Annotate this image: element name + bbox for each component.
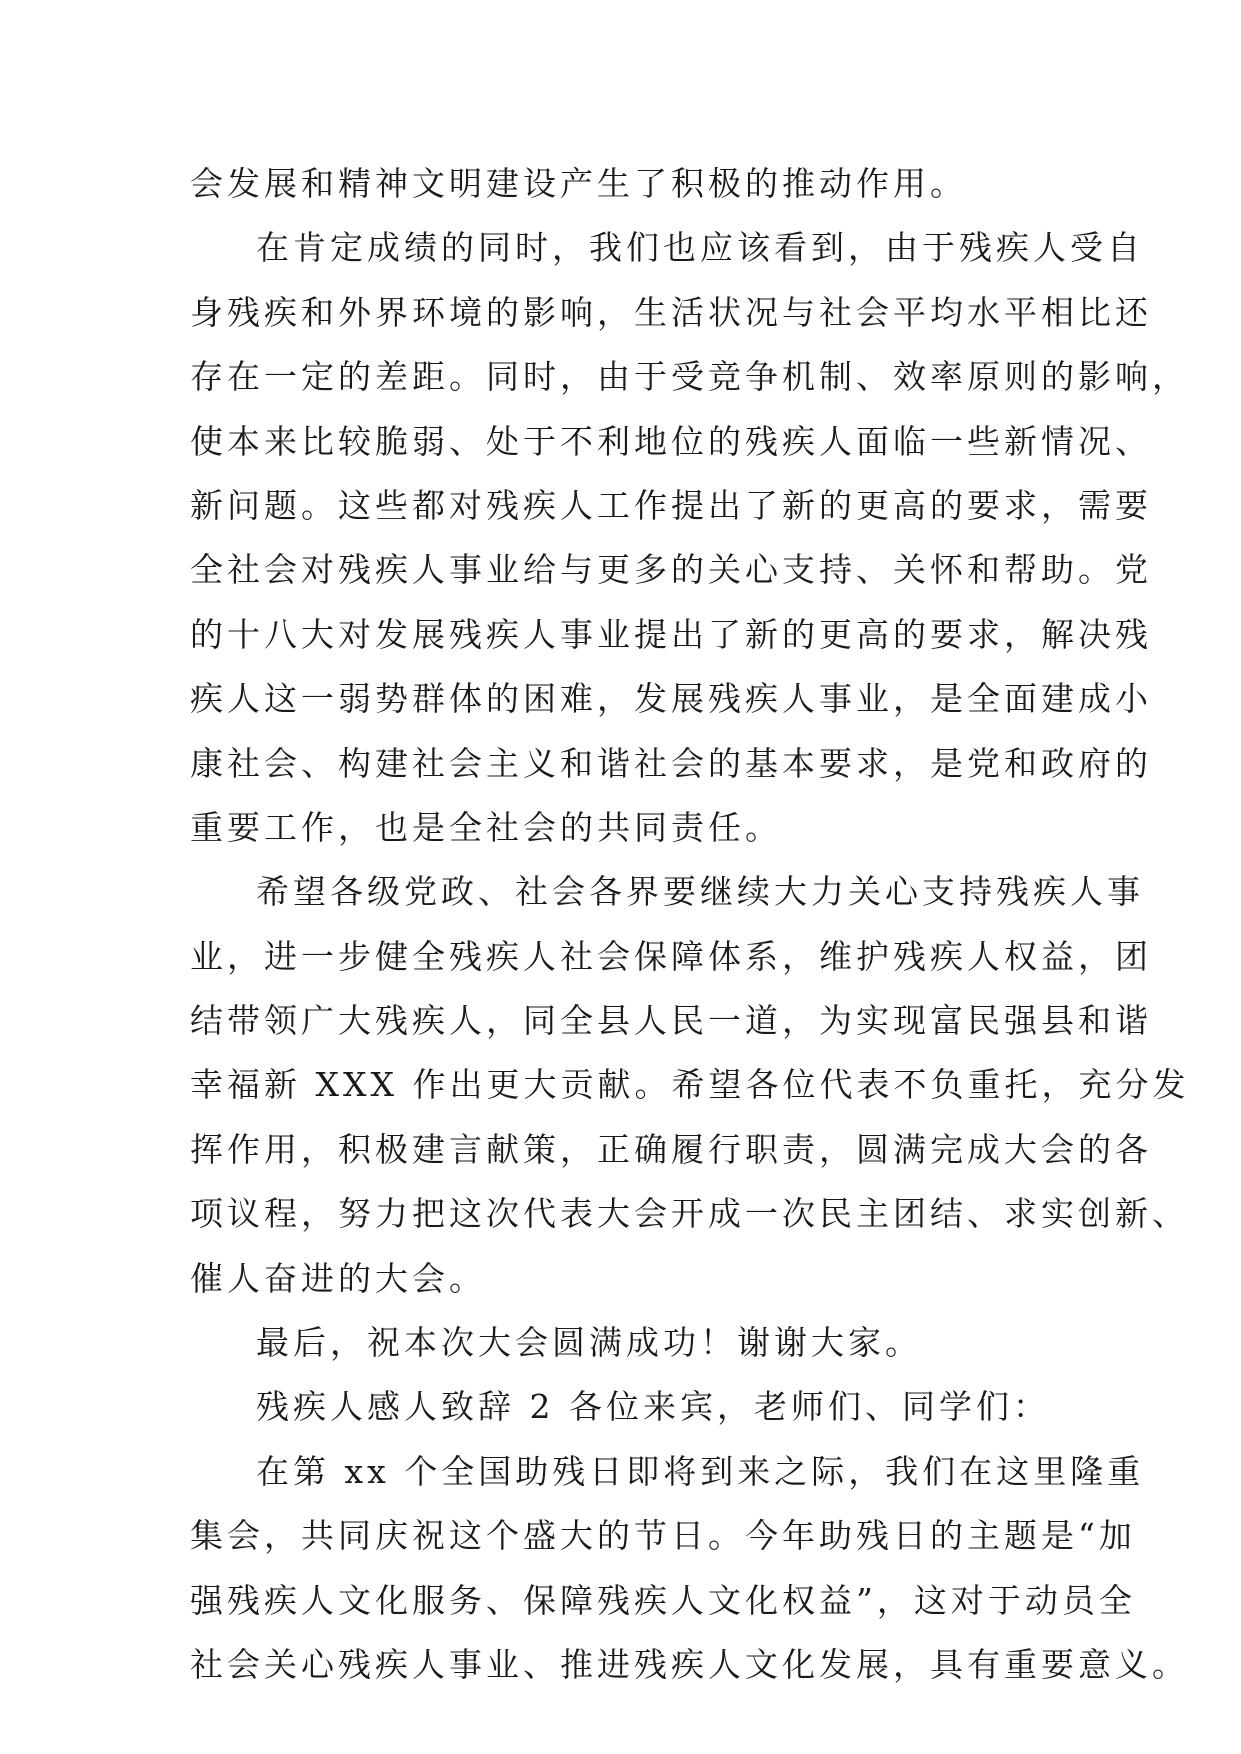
text-line: 强残疾人文化服务、保障残疾人文化权益”，这对于动员全 [190,1580,1136,1620]
text-line: 全社会对残疾人事业给与更多的关心支持、关怀和帮助。党 [190,550,1152,590]
text-line: 挥作用，积极建言献策，正确履行职责，圆满完成大会的各 [190,1129,1152,1169]
text-line: 存在一定的差距。同时，由于受竞争机制、效率原则的影响， [190,357,1189,397]
text-line: 会发展和精神文明建设产生了积极的推动作用。 [190,164,967,203]
text-line: 使本来比较脆弱、处于不利地位的残疾人面临一些新情况、 [190,421,1152,461]
text-line: 催人奋进的大会。 [190,1258,486,1298]
text-line: 重要工作，也是全社会的共同责任。 [190,807,782,847]
text-line: 业，进一步健全残疾人社会保障体系，维护残疾人权益，团 [190,936,1152,976]
paragraph-start-line: 残疾人感人致辞 2 各位来宾，老师们、同学们： [256,1387,1050,1427]
text-line: 结带领广大残疾人，同全县人民一道，为实现富民强县和谐 [190,1001,1152,1041]
text-line: 社会关心残疾人事业、推进残疾人文化发展，具有重要意义。 [190,1644,1189,1684]
paragraph-start-line: 在第 xx 个全国助残日即将到来之际，我们在这里隆重 [256,1451,1145,1491]
paragraph-start-line: 希望各级党政、社会各界要继续大力关心支持残疾人事 [256,872,1144,912]
text-line: 康社会、构建社会主义和谐社会的基本要求，是党和政府的 [190,743,1152,783]
paragraph-start-line: 最后，祝本次大会圆满成功！谢谢大家。 [256,1323,922,1363]
text-line: 的十八大对发展残疾人事业提出了新的更高的要求，解决残 [190,614,1152,654]
paragraph-start-line: 在肯定成绩的同时，我们也应该看到，由于残疾人受自 [256,228,1144,268]
text-line: 项议程，努力把这次代表大会开成一次民主团结、求实创新、 [190,1194,1189,1234]
text-line: 新问题。这些都对残疾人工作提出了新的更高的要求，需要 [190,485,1152,525]
text-line: 身残疾和外界环境的影响，生活状况与社会平均水平相比还 [190,292,1152,332]
document-page [190,152,1190,1697]
text-line: 幸福新 XXX 作出更大贡献。希望各位代表不负重托，充分发 [190,1065,1190,1105]
text-line: 集会，共同庆祝这个盛大的节日。今年助残日的主题是“加 [190,1516,1136,1556]
text-line: 疾人这一弱势群体的困难，发展残疾人事业，是全面建成小 [190,679,1152,719]
